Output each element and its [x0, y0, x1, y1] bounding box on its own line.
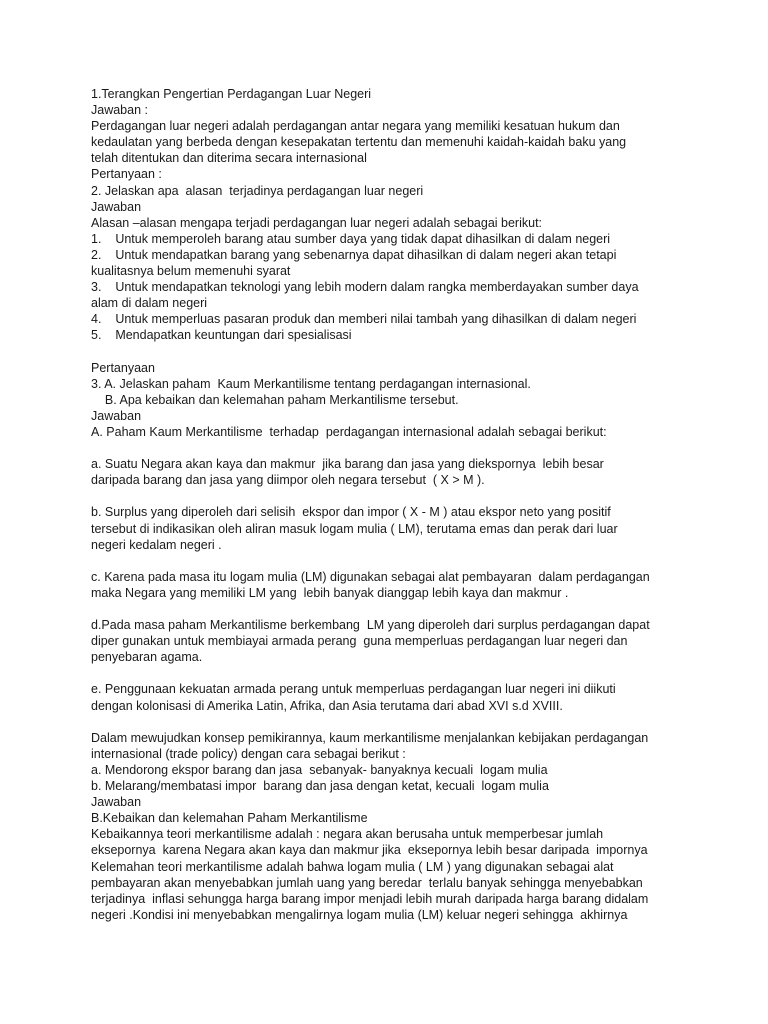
blank-line [91, 714, 691, 730]
text-line: c. Karena pada masa itu logam mulia (LM) digunakan sebagai alat pembayaran dalam perdagangan [91, 569, 650, 584]
text-line: Kebaikannya teori merkantilisme adalah : negara akan berusaha untuk memperbesar jumlah [91, 827, 604, 842]
text-line: kualitasnya belum memenuhi syarat [91, 264, 291, 279]
text-line: Alasan –alasan mengapa terjadi perdagangan luar negeri adalah sebagai berikut: [91, 215, 543, 230]
text-line: 4. Untuk memperluas pasaran produk dan memberi nilai tambah yang dihasilkan di dalam negeri [91, 312, 637, 327]
text-line: tersebut di indikasikan oleh aliran masuk logam mulia ( LM), terutama emas dan perak dari luar [91, 521, 618, 536]
text-line: Pertanyaan [91, 360, 155, 375]
text-line: 1.Terangkan Pengertian Perdagangan Luar Negeri [91, 87, 372, 101]
text-line: Jawaban [91, 408, 142, 423]
blank-line [91, 601, 691, 617]
text-line: Jawaban [91, 199, 142, 214]
text-line: pembayaran akan menyebabkan jumlah uang yang beredar terlalu banyak sehingga menyebabkan [91, 875, 643, 890]
text-line: Kelemahan teori merkantilisme adalah bahwa logam mulia ( LM ) yang digunakan sebagai alat [91, 859, 614, 874]
text-line: penyebaran agama. [91, 650, 203, 665]
text-line: 5. Mendapatkan keuntungan dari spesialisasi [91, 328, 352, 343]
text-line: d.Pada masa paham Merkantilisme berkembang LM yang diperoleh dari surplus perdagangan dapat [91, 618, 650, 633]
text-line: 3. A. Jelaskan paham Kaum Merkantilisme tentang perdagangan internasional. [91, 376, 531, 391]
text-line: terjadinya inflasi sehungga harga barang impor menjadi lebih murah daripada harga barang didalam [91, 891, 649, 906]
text-line: Perdagangan luar negeri adalah perdagangan antar negara yang memiliki kesatuan hukum dan [91, 119, 620, 134]
text-line: daripada barang dan jasa yang diimpor oleh negara tersebut ( X > M ). [91, 473, 485, 488]
text-line: maka Negara yang memiliki LM yang lebih banyak dianggap lebih kaya dan makmur . [91, 585, 569, 600]
text-line: internasional (trade policy) dengan cara sebagai berikut : [91, 746, 406, 761]
text-line: telah ditentukan dan diterima secara internasional [91, 151, 367, 166]
text-line: 2. Jelaskan apa alasan terjadinya perdagangan luar negeri [91, 183, 424, 198]
text-line: Jawaban [91, 795, 142, 810]
blank-line [91, 553, 691, 569]
text-line: 1. Untuk memperoleh barang atau sumber daya yang tidak dapat dihasilkan di dalam negeri [91, 231, 611, 246]
text-line: B. Apa kebaikan dan kelemahan paham Merkantilisme tersebut. [91, 392, 459, 407]
text-line: A. Paham Kaum Merkantilisme terhadap perdagangan internasional adalah sebagai berikut: [91, 424, 607, 439]
text-line: negeri kedalam negeri . [91, 537, 222, 552]
document-body [91, 86, 691, 923]
text-line: e. Penggunaan kekuatan armada perang untuk memperluas perdagangan luar negeri ini diikuti [91, 682, 616, 697]
text-line: a. Mendorong ekspor barang dan jasa sebanyak- banyaknya kecuali logam mulia [91, 762, 548, 777]
text-line: dengan kolonisasi di Amerika Latin, Afrika, dan Asia terutama dari abad XVI s.d XVIII. [91, 698, 563, 713]
text-line: b. Melarang/membatasi impor barang dan jasa dengan ketat, kecuali logam mulia [91, 779, 549, 794]
text-line: B.Kebaikan dan kelemahan Paham Merkantilisme [91, 811, 368, 826]
text-line: a. Suatu Negara akan kaya dan makmur jika barang dan jasa yang diekspornya lebih besar [91, 457, 604, 472]
text-line: 2. Untuk mendapatkan barang yang sebenarnya dapat dihasilkan di dalam negeri akan tetapi [91, 247, 617, 262]
text-line: negeri .Kondisi ini menyebabkan mengalirnya logam mulia (LM) keluar negeri sehingga akhirnya [91, 907, 628, 922]
blank-line [91, 488, 691, 504]
text-line: Jawaban : [91, 103, 148, 118]
blank-line [91, 344, 691, 360]
blank-line [91, 665, 691, 681]
text-line: kedaulatan yang berbeda dengan kesepakatan tertentu dan memenuhi kaidah-kaidah baku yang [91, 135, 627, 150]
text-line: b. Surplus yang diperoleh dari selisih ekspor dan impor ( X - M ) atau ekspor neto yang positif [91, 505, 611, 520]
text-line: Pertanyaan : [91, 167, 162, 182]
text-line: eksepornya karena Negara akan kaya dan makmur jika eksepornya lebih besar daripada impornya [91, 843, 648, 858]
text-line: 3. Untuk mendapatkan teknologi yang lebih modern dalam rangka memberdayakan sumber daya [91, 280, 639, 295]
text-line: alam di dalam negeri [91, 296, 208, 311]
blank-line [91, 440, 691, 456]
text-line: Dalam mewujudkan konsep pemikirannya, kaum merkantilisme menjalankan kebijakan perdagangan [91, 730, 649, 745]
text-line: diper gunakan untuk membiayai armada perang guna memperluas perdagangan luar negeri dan [91, 634, 628, 649]
